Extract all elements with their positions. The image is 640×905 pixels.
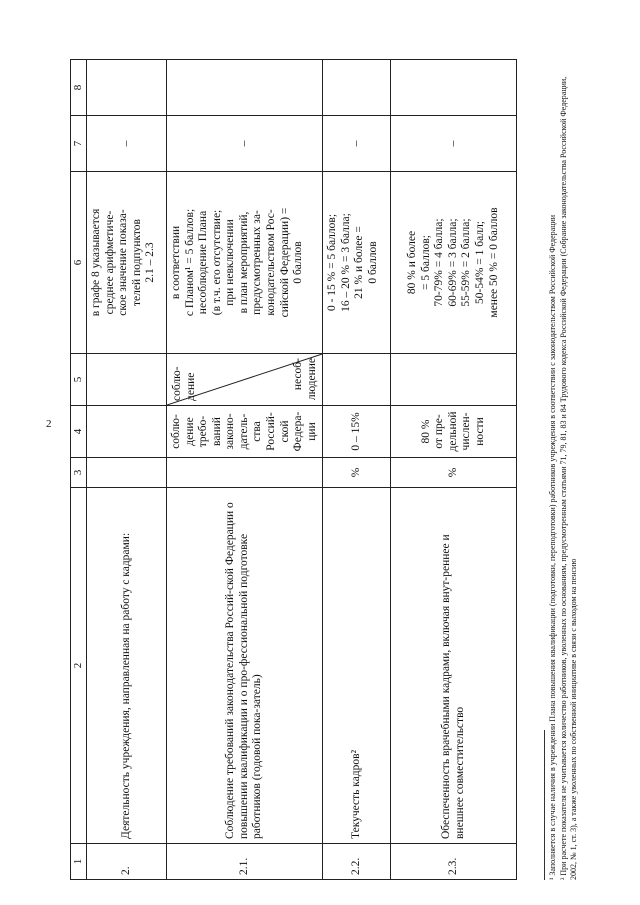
scoring-line: 0 баллов	[292, 241, 305, 284]
footnote-1: ¹ Заполняется в случае наличия в учреждении Плана повышения квалификации (подготовки, переподготовки) работников учреждения в соответствии с законодательством Российской Федерации	[548, 214, 557, 880]
rotated-page-content	[70, 60, 590, 880]
norm-line: ции	[305, 422, 318, 441]
scoring-line: в соответствии	[170, 225, 182, 300]
footnote-separator	[544, 730, 545, 880]
scoring-line: в графе 8 указывается	[90, 208, 102, 317]
scoring-cell	[167, 172, 323, 354]
values-cell	[323, 354, 391, 406]
values-cell	[167, 354, 323, 406]
norm-line: законо-	[224, 413, 237, 450]
scoring-line: с Планом¹ = 5 баллов;	[183, 208, 196, 317]
page-number: 2	[46, 418, 52, 430]
header-cell: 4	[71, 406, 87, 458]
header-cell: 3	[71, 458, 87, 488]
row-indicator-name: Деятельность учреждения, направленная на работу с кадрами:	[87, 488, 167, 844]
scoring-line: 0 баллов	[366, 241, 379, 284]
norm-line: датель-	[237, 413, 250, 450]
row-number: 2.1.	[167, 844, 323, 880]
scoring-line: при невключении	[224, 219, 237, 306]
values-cell	[391, 354, 517, 406]
norm-line: 80 %	[419, 419, 432, 444]
scoring-cell	[323, 172, 391, 354]
scoring-line: 2.1 – 2.3	[144, 242, 157, 283]
result-cell	[87, 60, 167, 116]
header-cell: 5	[71, 354, 87, 406]
scoring-line: менее 50 % = 0 баллов	[487, 207, 500, 318]
dash-cell: –	[323, 116, 391, 172]
criteria-table	[70, 59, 517, 880]
unit-cell: %	[323, 458, 391, 488]
scoring-line: предусмотренных за-	[251, 210, 264, 315]
noncompliance-line: несоб-	[292, 358, 305, 391]
row-number: 2.	[87, 844, 167, 880]
row-indicator-name: Обеспеченность врачебными кадрами, включая внут-реннее и внешнее совместительство	[391, 488, 517, 844]
norm-line: от пре-	[433, 414, 446, 449]
norm-line: ваний	[210, 417, 223, 446]
compliance-line: соблю-	[171, 366, 183, 401]
noncompliance-label	[292, 358, 319, 400]
scoring-line: ское значение показа-	[117, 209, 130, 316]
result-cell	[323, 60, 391, 116]
row-number: 2.3.	[391, 844, 517, 880]
header-cell: 7	[71, 116, 87, 172]
scoring-cell	[391, 172, 517, 354]
norm-line: соблю-	[170, 414, 182, 449]
row-number: 2.2.	[323, 844, 391, 880]
scoring-line: среднее арифметиче-	[103, 210, 116, 315]
scoring-cell	[87, 172, 167, 354]
row-indicator-name: Текучесть кадров²	[323, 488, 391, 844]
scoring-line: 80 % и более	[406, 230, 419, 295]
norm-cell	[87, 406, 167, 458]
footnote-2: ² При расчете показателя не учитывается количество работников, уволенных по основаниям, предусмотренным статьями 71, 79, 81, 83 и 84 Трудового кодекса Российской Федерации (Собрание законодательства Российской Федерации, 2002, № 1, ст. 3), а также уволенных по собственной инициативе в связи с выходом на пенсию	[559, 76, 578, 880]
norm-line: Федера-	[292, 411, 305, 452]
compliance-line: дение	[184, 372, 197, 401]
scoring-line: телей подпунктов	[130, 219, 143, 306]
dash-cell: –	[167, 116, 323, 172]
dash-cell: –	[87, 116, 167, 172]
header-cell: 8	[71, 60, 87, 116]
norm-cell	[391, 406, 517, 458]
table-row	[323, 60, 391, 880]
scoring-line: 21 % и более =	[353, 226, 366, 299]
scoring-line: 70-79% = 4 балла;	[433, 218, 446, 307]
dash-cell: –	[391, 116, 517, 172]
scoring-line: 60-69% = 3 балла;	[446, 218, 459, 307]
scoring-line: в план мероприятий,	[237, 211, 250, 314]
row-indicator-name: Соблюдение требований законодательства Россий-ской Федерации о повышении квалификации и о про-фессиональной подготовке работников (годовой пока-затель)	[167, 488, 323, 844]
norm-line: требо-	[197, 415, 210, 448]
table-row	[87, 60, 167, 880]
norm-line: числен-	[460, 412, 473, 451]
unit-cell	[87, 458, 167, 488]
values-cell	[87, 354, 167, 406]
norm-cell: 0 – 15%	[323, 406, 391, 458]
scoring-line: = 5 баллов;	[419, 235, 432, 290]
norm-line: ности	[474, 417, 487, 446]
noncompliance-line: людение	[305, 358, 318, 401]
header-cell: 2	[71, 488, 87, 844]
norm-line: дение	[183, 417, 196, 446]
unit-cell	[167, 458, 323, 488]
norm-cell	[167, 406, 323, 458]
norm-line: дельной	[446, 411, 459, 452]
header-cell: 6	[71, 172, 87, 354]
result-cell	[167, 60, 323, 116]
scoring-line: несоблюдение Плана	[197, 210, 210, 315]
scoring-line: (в т.ч. его отсутствие;	[210, 209, 223, 316]
scoring-line: конодательством Рос-	[264, 209, 277, 316]
scoring-line: 55-59% = 2 балла;	[460, 218, 473, 307]
compliance-label	[171, 366, 198, 401]
norm-line: Россий-	[264, 412, 277, 451]
scoring-line: 0 - 15 % = 5 баллов;	[326, 213, 339, 312]
norm-line: ства	[251, 421, 264, 442]
norm-line: ской	[278, 420, 291, 443]
header-cell: 1	[71, 844, 87, 880]
scoring-line: сийской Федерации) =	[278, 207, 291, 318]
unit-cell: %	[391, 458, 517, 488]
table-row	[391, 60, 517, 880]
scoring-line: 16 – 20 % = 3 балла;	[339, 213, 352, 312]
result-cell	[391, 60, 517, 116]
header-row	[71, 60, 87, 880]
scoring-line: 50-54% = 1 балл;	[474, 221, 487, 304]
table-row	[167, 60, 323, 880]
